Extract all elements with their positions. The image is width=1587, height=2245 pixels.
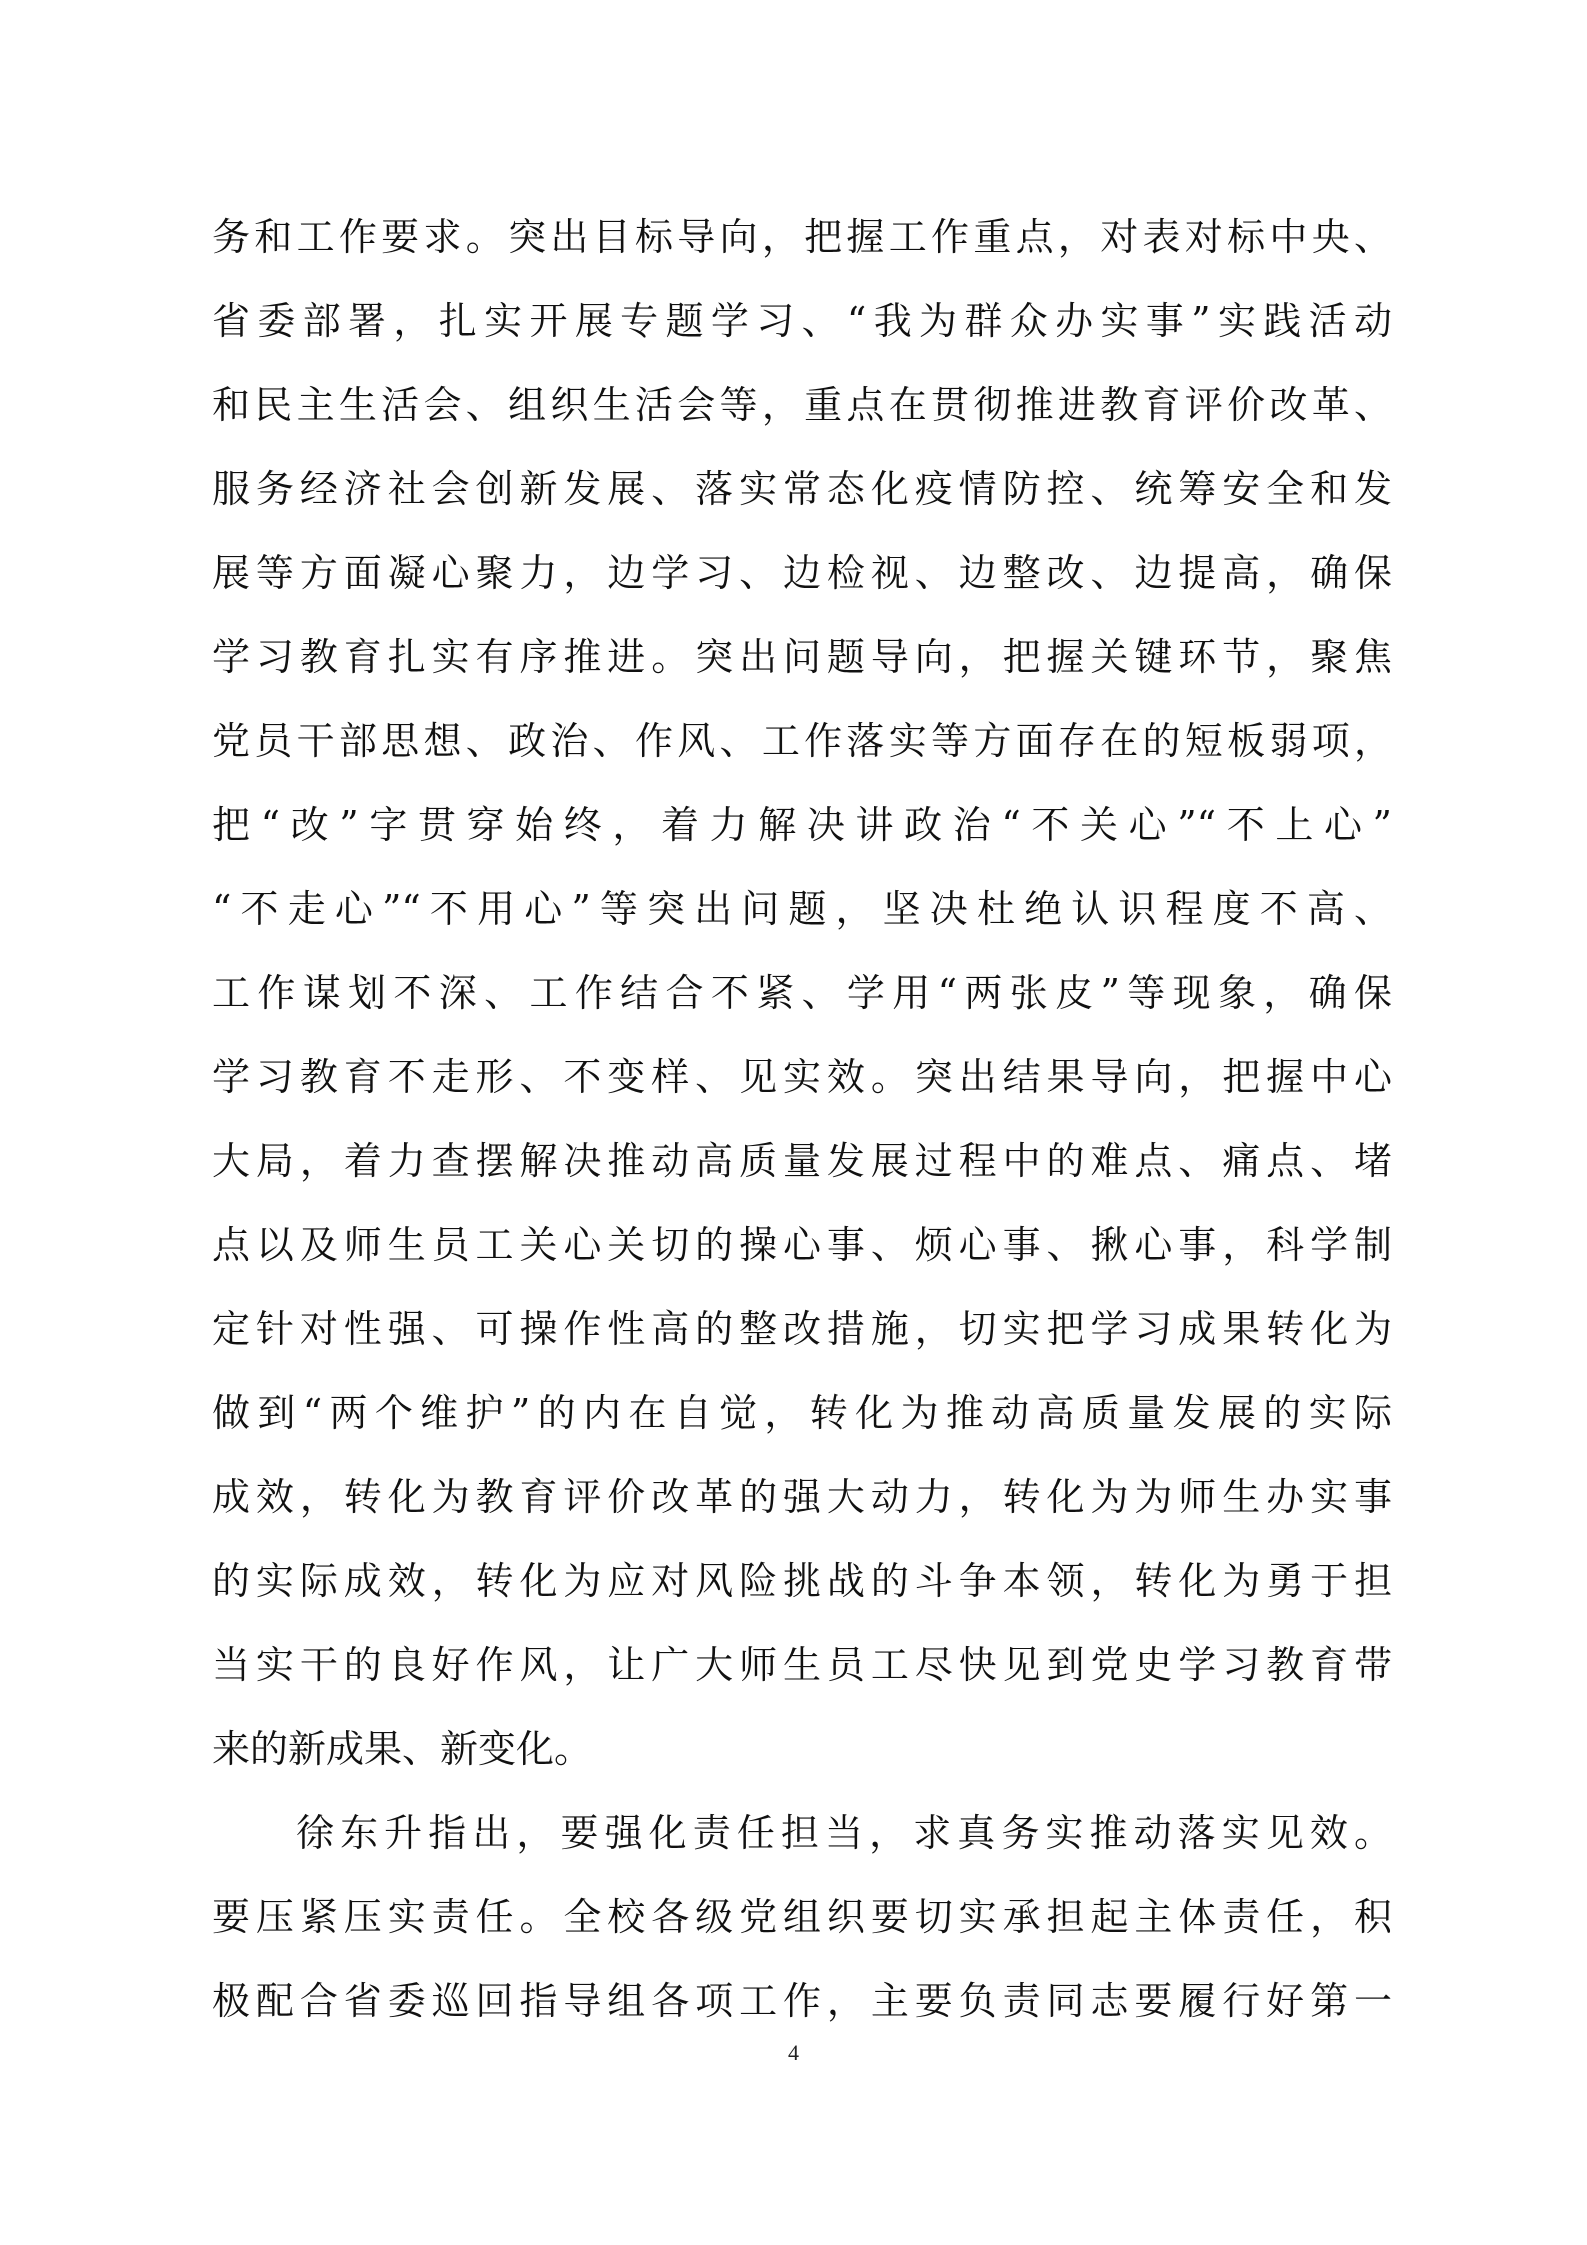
text-line: 省委部署，扎实开展专题学习、“我为群众办实事”实践活动: [212, 299, 1392, 343]
text-line: 工作谋划不深、工作结合不紧、学用“两张皮”等现象，确保: [212, 971, 1392, 1015]
text-line: 务和工作要求。突出目标导向，把握工作重点，对表对标中央、: [212, 215, 1392, 259]
text-line: 的实际成效，转化为应对风险挑战的斗争本领，转化为勇于担: [212, 1559, 1392, 1603]
text-line: 定针对性强、可操作性高的整改措施，切实把学习成果转化为: [212, 1307, 1392, 1351]
page-number: 4: [788, 2040, 799, 2065]
text-line: 大局，着力查摆解决推动高质量发展过程中的难点、痛点、堵: [212, 1139, 1392, 1183]
text-line: 把“改”字贯穿始终，着力解决讲政治“不关心”“不上心”: [212, 803, 1392, 847]
text-line: 和民主生活会、组织生活会等，重点在贯彻推进教育评价改革、: [212, 383, 1392, 427]
text-line: 学习教育不走形、不变样、见实效。突出结果导向，把握中心: [212, 1055, 1392, 1099]
text-line-paragraph-start: 徐东升指出，要强化责任担当，求真务实推动落实见效。: [296, 1811, 1392, 1855]
text-line: “不走心”“不用心”等突出问题，坚决杜绝认识程度不高、: [212, 887, 1392, 931]
text-line: 点以及师生员工关心关切的操心事、烦心事、揪心事，科学制: [212, 1223, 1392, 1267]
text-line: 学习教育扎实有序推进。突出问题导向，把握关键环节，聚焦: [212, 635, 1392, 679]
text-line: 成效，转化为教育评价改革的强大动力，转化为为师生办实事: [212, 1475, 1392, 1519]
document-body: [212, 195, 1392, 2043]
text-line-paragraph-end: 来的新成果、新变化。: [212, 1727, 593, 1771]
text-line: 展等方面凝心聚力，边学习、边检视、边整改、边提高，确保: [212, 551, 1392, 595]
text-line: 做到“两个维护”的内在自觉，转化为推动高质量发展的实际: [212, 1391, 1392, 1435]
text-line: 要压紧压实责任。全校各级党组织要切实承担起主体责任，积: [212, 1895, 1392, 1939]
text-line: 服务经济社会创新发展、落实常态化疫情防控、统筹安全和发: [212, 467, 1392, 511]
text-line: 极配合省委巡回指导组各项工作，主要负责同志要履行好第一: [212, 1979, 1392, 2023]
text-line: 当实干的良好作风，让广大师生员工尽快见到党史学习教育带: [212, 1643, 1392, 1687]
text-line: 党员干部思想、政治、作风、工作落实等方面存在的短板弱项，: [212, 719, 1392, 763]
